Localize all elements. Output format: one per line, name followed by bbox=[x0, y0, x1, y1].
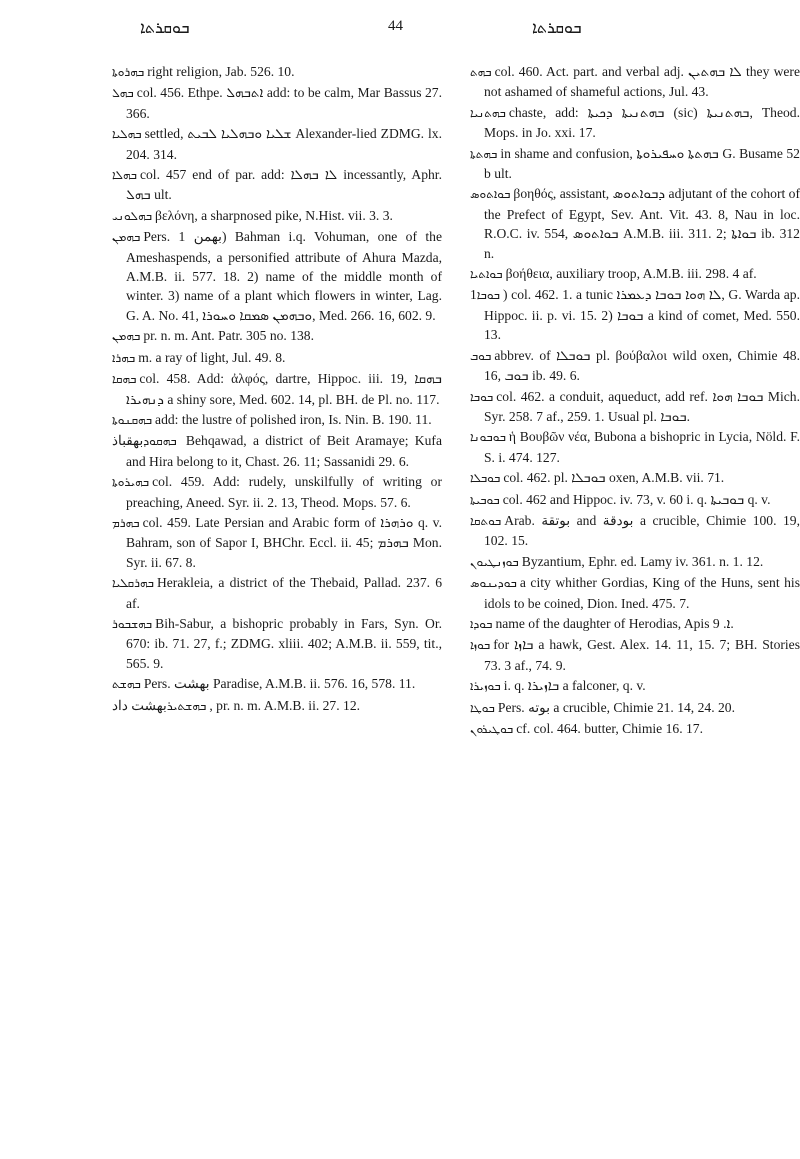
entry-headword: ܒܘܕܝܢܘܣ bbox=[470, 576, 517, 591]
dictionary-entry bbox=[112, 348, 442, 368]
entry-headword: ܒܘܒܠܐ bbox=[470, 471, 501, 486]
dictionary-entry bbox=[112, 206, 442, 226]
dictionary-entry bbox=[112, 227, 442, 325]
entry-headword: ܒܗܡܢ bbox=[112, 230, 141, 245]
entry-headword: ܒܗܬܬܐ bbox=[470, 146, 498, 161]
entry-headword: ܒܗܩܘܕ bbox=[143, 434, 177, 449]
entry-definition: Bih-Sabur, a bishopric probably in Fars, Syn. Or. 670: ib. 71. 27, f.; ZDMG. xliii. 402; A.M.B. ii. 559, tit., 565. 9. bbox=[126, 615, 442, 671]
entry-headword: ܒܗܪܡ bbox=[112, 515, 140, 530]
dictionary-entry bbox=[112, 513, 442, 572]
entry-headword: ܒܘܒ bbox=[470, 348, 492, 363]
entry-headword: ܒܘܐܬܝܐ bbox=[470, 267, 503, 282]
entry-headword: ܒܘܐܬܘܣ bbox=[470, 187, 511, 202]
entry-headword: ܒܗܫܒܘܪ bbox=[112, 616, 153, 631]
page-header bbox=[0, 12, 800, 42]
entry-headword: ܒܗܬܢܝܐ bbox=[470, 105, 506, 120]
entry-headword: ܒܗܠܘܢܝ bbox=[112, 208, 153, 223]
entry-definition: i. q. ܒܐܙܝܪܐ a falconer, q. v. bbox=[503, 678, 646, 694]
entry-definition: ἡ Βουβῶν νέα, Bubona a bishopric in Lycia, Nöld. F. S. i. 474. 127. bbox=[484, 429, 800, 465]
entry-definition: col. 462. a conduit, aqueduct, add ref. ܒܘܒܐ ܗܘܐ Mich. Syr. 258. 7 af., 259. 1. Usual pl. ܒܘܒܐ. bbox=[484, 388, 800, 424]
dictionary-entry bbox=[470, 676, 800, 696]
entry-definition: Arab. بوتقة and بودقة a crucible, Chimie 100. 19, 102. 15. bbox=[484, 512, 800, 549]
entry-definition: add: the lustre of polished iron, Is. Nin. B. 190. 11. bbox=[155, 411, 432, 427]
entry-headword: ܒܗܠ bbox=[112, 86, 134, 101]
entry-definition: m. a ray of light, Jul. 49. 8. bbox=[138, 349, 286, 365]
dictionary-entry bbox=[112, 62, 442, 82]
entry-definition: col. 462 and Hippoc. iv. 73, v. 60 i. q. ܒܘܒܝܬܐ q. v. bbox=[502, 491, 771, 507]
entry-definition: chaste, add: ܒܗܬܢܝܬܐ ܕܟܝܬܐ (sic) ܒܗܬܢܝܬܐ, Theod. Mops. in Jo. xxi. 17. bbox=[484, 104, 800, 141]
dictionary-entry bbox=[470, 285, 800, 344]
entry-definition: Pers. بهشت Paradise, A.M.B. ii. 576. 16, 578. 11. bbox=[143, 676, 416, 692]
entry-definition: col. 460. Act. part. and verbal adj. ܠܐ ܒܗܬܝܢ they were not ashamed of shameful actions, Jul. 43. bbox=[484, 64, 800, 100]
dictionary-entry bbox=[470, 468, 800, 488]
entry-definition: βοήθεια, auxiliary troop, A.M.B. iii. 298. 4 af. bbox=[505, 266, 757, 282]
dictionary-entry bbox=[470, 427, 800, 467]
entry-definition: 1) col. 462. 1. a tunic ܠܐ ܗܘܐ ܒܘܒܐ ܕܥܡܪܐ, G. Warda ap. Hippoc. ii. p. vi. 15. 2) ܒܘܒܐ a kind of comet, Med. 550. 13. bbox=[470, 287, 800, 343]
entry-definition: in shame and confusion, ܒܗܬܬܐ ܘܚܦܝܪܘܬܐ G. Busame 52 b ult. bbox=[484, 145, 800, 182]
dictionary-entry bbox=[470, 62, 800, 102]
dictionary-entry bbox=[112, 410, 442, 430]
entry-definition: βοηθός, assistant, ܕܒܘܐܬܘܣ adjutant of the cohort of the Prefect of Egypt, Sev. Ant. Vit. 43. 8, Nau in loc. R.O.C. iv. 554, ܒܘܐܬܘܣ A.M.B. iii. 311. 2; ܒܘܐܬܐ ib. 312 n. bbox=[484, 186, 800, 261]
dictionary-entry bbox=[470, 573, 800, 613]
dictionary-entry bbox=[112, 369, 442, 409]
dictionary-entry bbox=[112, 614, 442, 673]
dictionary-entry bbox=[470, 144, 800, 184]
entry-headword: ܒܗܪܩܠܝܐ bbox=[112, 576, 154, 591]
entry-headword: ܒܗܬ bbox=[470, 65, 492, 79]
entry-headword: ܒܗܪܐ bbox=[112, 350, 136, 365]
dictionary-entry bbox=[470, 614, 800, 634]
entry-definition: a city whither Gordias, King of the Huns, sent his idols to be coined, Dion. Ined. 475. 7. bbox=[484, 575, 800, 611]
entry-definition: Pers. بهمن 1) Bahman i.q. Vohuman, one of the Ameshaspends, a personified attribute of Ahura Mazda, A.M.B. ii. 577. 18. 2) name of the middle month of winter. 3) name of a plant which flowers in winter, Lag. G. A. No. 41, ܘܒܗܡܢ ܣܡܩܐ ܘܚܘܪܐ, Med. 266. 16, 602. 9. bbox=[126, 229, 442, 323]
page-number: 44 bbox=[388, 18, 403, 34]
dictionary-entry bbox=[470, 635, 800, 675]
entry-headword: ܒܗܠܐ bbox=[112, 168, 137, 183]
entry-definition: right religion, Jab. 526. 10. bbox=[147, 64, 295, 79]
entry-headword: ܒܘܕܐ bbox=[470, 616, 493, 631]
dictionary-entry bbox=[470, 552, 800, 572]
entry-definition: col. 459. Late Persian and Arabic form of ܘܪܗܪܐ q. v. Bahram, son of Sapor I, BHChr. Eccl. ii. 45; ܒܗܪܡ Mon. Syr. ii. 67. 8. bbox=[126, 514, 443, 570]
entry-headword: ܒܘܒܐ bbox=[476, 288, 501, 303]
running-head-left: ܒܘܩܪܬܐ bbox=[140, 18, 190, 37]
dictionary-entry bbox=[112, 83, 442, 123]
dictionary-entry bbox=[470, 698, 800, 718]
entry-headword: ܒܘܙܐ bbox=[470, 638, 491, 653]
dictionary-entry bbox=[112, 472, 442, 512]
dictionary-entry bbox=[112, 165, 442, 205]
entry-headword: ܒܗܝܪܘܬܐ bbox=[112, 475, 150, 490]
dictionary-entry bbox=[470, 103, 800, 143]
entry-definition: cf. col. 464. butter, Chimie 16. 17. bbox=[516, 721, 703, 736]
entry-headword: ܒܗܡܢ bbox=[112, 329, 141, 344]
running-head-right: ܒܘܩܪܬܐ bbox=[532, 18, 582, 37]
entry-definition: بهشت داد, pr. n. m. A.M.B. ii. 27. 12. bbox=[112, 697, 361, 713]
entry-definition: abbrev. of ܒܘܒܠܐ pl. βούβαλοι wild oxen, Chimie 48. 16, ܒܘܒ ib. 49. 6. bbox=[484, 347, 800, 384]
left-column bbox=[112, 62, 442, 717]
entry-definition: col. 462. pl. ܒܘܒܠܐ oxen, A.M.B. vii. 71. bbox=[503, 470, 725, 486]
entry-definition: for ܒܐܙܐ a hawk, Gest. Alex. 14. 11, 15. 7; BH. Stories 73. 3 af., 74. 9. bbox=[484, 637, 800, 673]
entry-headword: ܒܘܒܐ bbox=[470, 389, 494, 404]
entry-definition: pr. n. m. Ant. Patr. 305 no. 138. bbox=[143, 328, 314, 344]
right-column bbox=[470, 62, 800, 740]
entry-definition: بهقباذ Behqawad, a district of Beit Aramaye; Kufa and Hira belong to it, Chast. 26. 11; Sassanidi 29. 6. bbox=[112, 433, 442, 469]
entry-definition: Herakleia, a district of the Thebaid, Pallad. 237. 6 af. bbox=[126, 575, 442, 611]
entry-definition: Pers. بوته a crucible, Chimie 21. 14, 24. 20. bbox=[497, 699, 735, 715]
dictionary-entry bbox=[470, 184, 800, 263]
entry-definition: col. 456. Ethpe. ܐܬܒܗܠ add: to be calm, Mar Bassus 27. 366. bbox=[126, 85, 442, 121]
entry-headword: ܒܘܒܘܢܐ bbox=[470, 430, 506, 445]
entry-definition: col. 459. Add: rudely, unskilfully of writing or preaching, Aneed. Syr. ii. 2. 13, Theod. Mops. 57. 6. bbox=[126, 474, 442, 510]
dictionary-entry bbox=[112, 124, 442, 164]
dictionary-entry bbox=[470, 511, 800, 551]
entry-definition: name of the daughter of Herodias, Apis ܐ. 9. bbox=[495, 615, 734, 631]
dictionary-entry bbox=[112, 326, 442, 346]
entry-headword: ܒܘܙܢܛܝܘܢ bbox=[470, 554, 519, 569]
dictionary-entry bbox=[470, 264, 800, 284]
entry-headword: ܒܘܙܝܪܐ bbox=[470, 679, 501, 694]
entry-headword: ܒܗܠܝܐ bbox=[112, 127, 142, 142]
entry-headword: ܒܗܫܬܝܪ bbox=[166, 698, 207, 713]
entry-headword: ܒܗܪܘܬܐ bbox=[112, 65, 145, 79]
entry-definition: col. 457 end of par. add: ܠܐ ܒܗܠܐ incessantly, Aphr. ܒܗܠ ult. bbox=[126, 167, 442, 203]
entry-headword: ܒܗܩܢܘܬܐ bbox=[112, 412, 153, 427]
entry-definition: Byzantium, Ephr. ed. Lamy iv. 361. n. 1. 12. bbox=[521, 553, 764, 569]
dictionary-entry bbox=[470, 719, 800, 739]
dictionary-entry bbox=[470, 346, 800, 386]
dictionary-entry bbox=[112, 573, 442, 613]
entry-definition: col. 458. Add: ἀλφός, dartre, Hippoc. iii. 19, ܒܗܩܐ ܕܢܗܝܪܐ a shiny sore, Med. 602. 14, pl. BH. de Pl. no. 117. bbox=[126, 371, 442, 407]
dictionary-entry bbox=[112, 696, 442, 716]
entry-headword: ܒܗܩܐ bbox=[112, 372, 137, 387]
entry-headword: ܒܘܒܝܬܐ bbox=[470, 492, 500, 507]
entry-headword: ܒܘܬܩܐ bbox=[470, 513, 502, 528]
entry-headword: ܒܘܛܐ bbox=[470, 700, 495, 715]
dictionary-entry bbox=[112, 431, 442, 471]
entry-definition: settled, ܫܠܝܐ ܘܒܗܠܝܐ ܠܒܝܬ Alexander-lied ZDMG. lx. 204. 314. bbox=[126, 126, 442, 162]
dictionary-entry bbox=[470, 490, 800, 510]
dictionary-entry bbox=[470, 387, 800, 427]
dictionary-entry bbox=[112, 674, 442, 694]
entry-definition: βελόνη, a sharpnosed pike, N.Hist. vii. 3. 3. bbox=[155, 207, 393, 223]
entry-headword: ܒܘܛܝܪܘܢ bbox=[470, 722, 514, 736]
entry-headword: ܒܗܫܬ bbox=[112, 677, 141, 692]
